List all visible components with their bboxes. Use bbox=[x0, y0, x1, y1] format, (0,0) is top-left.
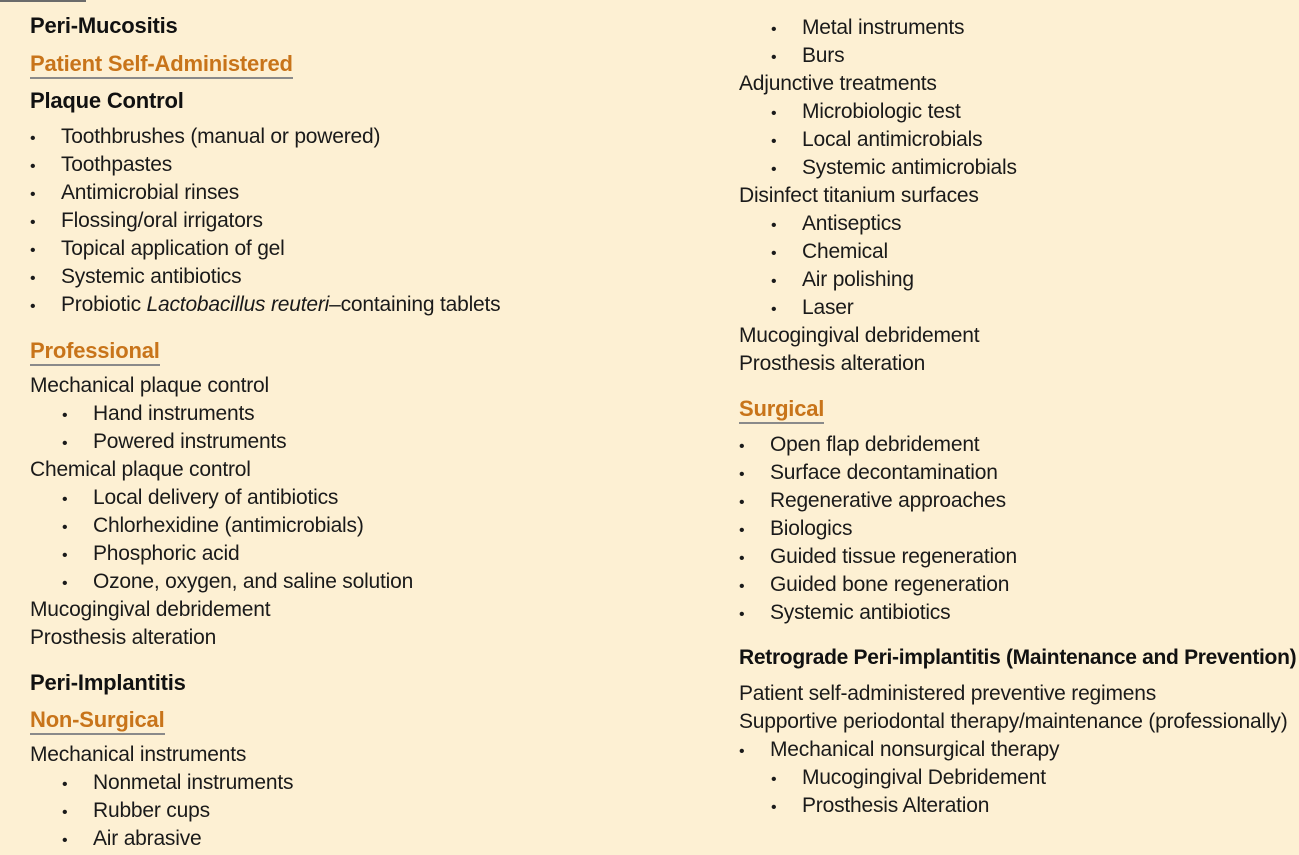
list-item bbox=[30, 207, 263, 237]
list-item-label: Open flap debridement bbox=[770, 433, 980, 456]
list-item-label: Metal instruments bbox=[802, 16, 965, 39]
peri-implantitis-heading: Peri-Implantitis bbox=[30, 670, 186, 695]
list-item-label: Local antimicrobials bbox=[802, 128, 983, 151]
list-item bbox=[62, 400, 254, 430]
bullet-icon: • bbox=[739, 550, 745, 567]
bullet-icon: • bbox=[739, 578, 745, 595]
list-item bbox=[739, 599, 950, 629]
list-item-label: Microbiologic test bbox=[802, 100, 961, 123]
list-item-label: Air polishing bbox=[802, 268, 914, 291]
prosthesis-alteration-label: Prosthesis alteration bbox=[739, 352, 926, 375]
bullet-icon: • bbox=[62, 804, 68, 821]
bullet-icon: • bbox=[739, 438, 745, 455]
list-item bbox=[30, 263, 241, 293]
list-item bbox=[771, 42, 844, 72]
corner-rule bbox=[0, 0, 86, 2]
adjunctive-treatments-label: Adjunctive treatments bbox=[739, 72, 937, 95]
non-surgical-heading: Non-Surgical bbox=[30, 706, 165, 735]
list-item bbox=[739, 571, 1009, 601]
bullet-icon: • bbox=[771, 161, 777, 178]
bullet-icon: • bbox=[30, 158, 36, 175]
list-item-label: Regenerative approaches bbox=[770, 489, 1006, 512]
list-item bbox=[30, 235, 285, 265]
bullet-icon: • bbox=[771, 105, 777, 122]
list-item bbox=[771, 792, 989, 822]
list-item bbox=[62, 428, 286, 458]
list-item-label: Antiseptics bbox=[802, 212, 902, 235]
bullet-icon: • bbox=[62, 547, 68, 564]
list-item bbox=[739, 736, 1059, 766]
list-item-label: Air abrasive bbox=[93, 827, 202, 850]
probiotic-species: Lactobacillus reuteri bbox=[146, 293, 330, 316]
bullet-icon: • bbox=[771, 217, 777, 234]
list-item-label: Topical application of gel bbox=[61, 237, 285, 260]
list-item-label: Phosphoric acid bbox=[93, 542, 240, 565]
bullet-icon: • bbox=[771, 245, 777, 262]
mucogingival-debridement-label: Mucogingival debridement bbox=[30, 598, 271, 621]
patient-regimens-label: Patient self-administered preventive regimens bbox=[739, 682, 1157, 705]
bullet-icon: • bbox=[771, 301, 777, 318]
list-item-label: Flossing/oral irrigators bbox=[61, 209, 263, 232]
bullet-icon: • bbox=[771, 273, 777, 290]
bullet-icon: • bbox=[62, 435, 68, 452]
bullet-icon: • bbox=[739, 743, 745, 760]
list-item bbox=[771, 126, 982, 156]
bullet-icon: • bbox=[739, 606, 745, 623]
list-item-label: Systemic antimicrobials bbox=[802, 156, 1017, 179]
bullet-icon: • bbox=[739, 494, 745, 511]
bullet-icon: • bbox=[30, 130, 36, 147]
list-item-label: Guided bone regeneration bbox=[770, 573, 1010, 596]
bullet-icon: • bbox=[739, 522, 745, 539]
bullet-icon: • bbox=[62, 832, 68, 849]
list-item bbox=[771, 238, 888, 268]
list-item bbox=[62, 797, 210, 827]
list-item-label: Local delivery of antibiotics bbox=[93, 486, 339, 509]
list-item-label: Toothpastes bbox=[61, 153, 173, 176]
list-item bbox=[771, 294, 854, 324]
bullet-icon: • bbox=[62, 519, 68, 536]
list-item bbox=[62, 568, 413, 598]
list-item bbox=[771, 266, 914, 296]
bullet-icon: • bbox=[771, 771, 777, 788]
list-item-label: Biologics bbox=[770, 517, 853, 540]
list-item bbox=[739, 431, 979, 461]
retrograde-heading: Retrograde Peri-implantitis (Maintenance and Prevention) bbox=[739, 646, 1297, 669]
bullet-icon: • bbox=[30, 298, 36, 315]
list-item-label: Systemic antibiotics bbox=[770, 601, 951, 624]
professional-heading: Professional bbox=[30, 337, 160, 366]
bullet-icon: • bbox=[30, 270, 36, 287]
list-item bbox=[30, 123, 380, 153]
bullet-icon: • bbox=[30, 214, 36, 231]
bullet-icon: • bbox=[771, 799, 777, 816]
patient-self-administered-heading: Patient Self-Administered bbox=[30, 50, 293, 79]
bullet-icon: • bbox=[771, 21, 777, 38]
list-item-label: Guided tissue regeneration bbox=[770, 545, 1017, 568]
list-item bbox=[62, 512, 364, 542]
surgical-heading: Surgical bbox=[739, 395, 824, 424]
list-item-label: Ozone, oxygen, and saline solution bbox=[93, 570, 414, 593]
list-item bbox=[771, 98, 961, 128]
mechanical-instruments-label: Mechanical instruments bbox=[30, 743, 247, 766]
list-item-label: Prosthesis Alteration bbox=[802, 794, 990, 817]
chemical-plaque-control-label: Chemical plaque control bbox=[30, 458, 251, 481]
list-item-label: Mechanical nonsurgical therapy bbox=[770, 738, 1060, 761]
list-item bbox=[771, 154, 1017, 184]
list-item-label: Nonmetal instruments bbox=[93, 771, 294, 794]
list-item bbox=[30, 291, 500, 321]
list-item-label: Systemic antibiotics bbox=[61, 265, 242, 288]
list-item bbox=[739, 515, 852, 545]
list-item-label: Powered instruments bbox=[93, 430, 287, 453]
list-item bbox=[739, 487, 1006, 517]
bullet-icon: • bbox=[62, 575, 68, 592]
list-item bbox=[771, 210, 901, 240]
bullet-icon: • bbox=[771, 133, 777, 150]
probiotic-prefix: Probiotic bbox=[61, 293, 147, 316]
list-item bbox=[739, 459, 998, 489]
bullet-icon: • bbox=[30, 186, 36, 203]
list-item bbox=[30, 151, 172, 181]
bullet-icon: • bbox=[30, 242, 36, 259]
bullet-icon: • bbox=[771, 49, 777, 66]
list-item-label: Laser bbox=[802, 296, 854, 319]
bullet-icon: • bbox=[62, 776, 68, 793]
bullet-icon: • bbox=[739, 466, 745, 483]
list-item-label: Mucogingival Debridement bbox=[802, 766, 1046, 789]
bullet-icon: • bbox=[62, 491, 68, 508]
supportive-therapy-label: Supportive periodontal therapy/maintenance (professionally) bbox=[739, 710, 1288, 733]
list-item-label: Surface decontamination bbox=[770, 461, 998, 484]
peri-mucositis-heading: Peri-Mucositis bbox=[30, 13, 178, 38]
list-item bbox=[62, 484, 338, 514]
list-item-label: Burs bbox=[802, 44, 845, 67]
list-item bbox=[30, 179, 239, 209]
list-item-label: Antimicrobial rinses bbox=[61, 181, 240, 204]
mechanical-plaque-control-label: Mechanical plaque control bbox=[30, 374, 269, 397]
prosthesis-alteration-label: Prosthesis alteration bbox=[30, 626, 217, 649]
disinfect-titanium-label: Disinfect titanium surfaces bbox=[739, 184, 979, 207]
list-item-label: Chemical bbox=[802, 240, 888, 263]
list-item-label: Chlorhexidine (antimicrobials) bbox=[93, 514, 364, 537]
list-item bbox=[62, 825, 201, 855]
list-item bbox=[62, 769, 293, 799]
probiotic-suffix: –containing tablets bbox=[329, 293, 501, 316]
list-item bbox=[62, 540, 239, 570]
list-item-label: Hand instruments bbox=[93, 402, 255, 425]
list-item-label: Rubber cups bbox=[93, 799, 210, 822]
list-item bbox=[771, 14, 964, 44]
mucogingival-debridement-label: Mucogingival debridement bbox=[739, 324, 980, 347]
list-item-label: Toothbrushes (manual or powered) bbox=[61, 125, 381, 148]
plaque-control-heading: Plaque Control bbox=[30, 88, 184, 113]
list-item bbox=[771, 764, 1046, 794]
list-item-label bbox=[61, 291, 500, 319]
list-item bbox=[739, 543, 1017, 573]
bullet-icon: • bbox=[62, 407, 68, 424]
